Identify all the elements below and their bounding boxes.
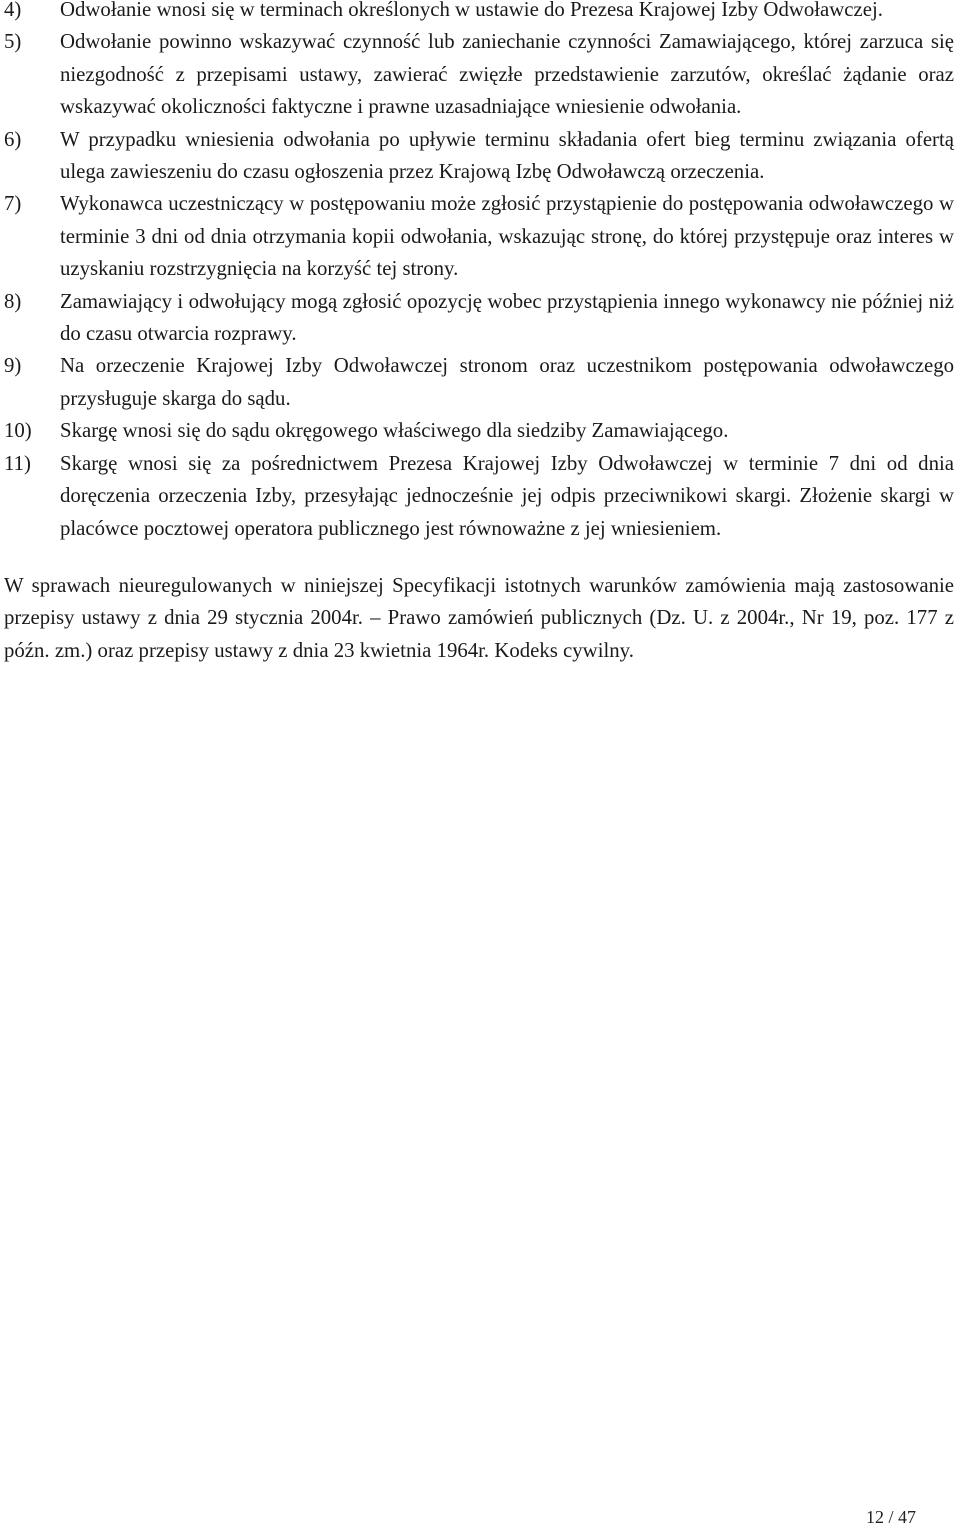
list-item-number: 7) bbox=[4, 192, 22, 216]
list-item-number: 11) bbox=[4, 451, 31, 475]
list-item-text: Zamawiający i odwołujący mogą zgłosić opozycję wobec przystąpienia innego wykonawcy nie później niż do czasu otwarcia rozprawy. bbox=[60, 289, 954, 346]
list-item-text: Wykonawca uczestniczący w postępowaniu może zgłosić przystąpienie do postępowania odwoławczego w terminie 3 dni od dnia otrzymania kopii odwołania, wskazując stronę, do której przystępuje oraz interes w uzyskaniu rozstrzygnięcia na korzyść tej strony. bbox=[60, 192, 954, 281]
list-item-7 bbox=[4, 188, 954, 285]
list-item-text: W przypadku wniesienia odwołania po upływie terminu składania ofert bieg terminu związania ofertą ulega zawieszeniu do czasu ogłoszenia przez Krajową Izbę Odwoławczą orzeczenia. bbox=[60, 127, 954, 184]
page-number: 12 / 47 bbox=[865, 1507, 916, 1527]
list-item-text: Odwołanie powinno wskazywać czynność lub zaniechanie czynności Zamawiającego, której zarzuca się niezgodność z przepisami ustawy, zawierać zwięzłe przedstawienie zarzutów, określać żądanie oraz wskazywać okoliczności faktyczne i prawne uzasadniające wniesienie odwołania. bbox=[60, 30, 954, 119]
list-item-5 bbox=[4, 26, 954, 123]
list-item-10 bbox=[4, 415, 954, 447]
list-item-6 bbox=[4, 124, 954, 189]
list-item-text: Odwołanie wnosi się w terminach określonych w ustawie do Prezesa Krajowej Izby Odwoławczej. bbox=[60, 0, 883, 21]
list-item-number: 8) bbox=[4, 289, 22, 313]
appeal-procedure-list bbox=[4, 0, 954, 545]
list-item-text: Skargę wnosi się za pośrednictwem Prezesa Krajowej Izby Odwoławczej w terminie 7 dni od dnia doręczenia orzeczenia Izby, przesyłając jednocześnie jej odpis przeciwnikowi skargi. Złożenie skargi w placówce pocztowej operatora publicznego jest równoważne z jej wniesieniem. bbox=[60, 451, 954, 540]
document-page bbox=[4, 0, 954, 667]
list-item-text: Skargę wnosi się do sądu okręgowego właściwego dla siedziby Zamawiającego. bbox=[60, 419, 729, 443]
list-item-text: Na orzeczenie Krajowej Izby Odwoławczej stronom oraz uczestnikom postępowania odwoławczego przysługuje skarga do sądu. bbox=[60, 354, 954, 410]
closing-paragraph: W sprawach nieuregulowanych w niniejszej Specyfikacji istotnych warunków zamówienia mają zastosowanie przepisy ustawy z dnia 29 stycznia 2004r. – Prawo zamówień publicznych (Dz. U. z 2004r., Nr 19, poz. 177 z późn. zm.) oraz przepisy ustawy z dnia 23 kwietnia 1964r. Kodeks cywilny. bbox=[4, 573, 954, 662]
list-item-8 bbox=[4, 286, 954, 351]
list-item-number: 5) bbox=[4, 30, 22, 54]
list-item-11 bbox=[4, 448, 954, 545]
list-item-number: 9) bbox=[4, 354, 22, 378]
list-item-9 bbox=[4, 350, 954, 415]
list-item-number: 4) bbox=[4, 0, 22, 21]
list-item-4 bbox=[4, 0, 954, 26]
list-item-number: 10) bbox=[4, 419, 32, 443]
list-item-number: 6) bbox=[4, 127, 22, 151]
